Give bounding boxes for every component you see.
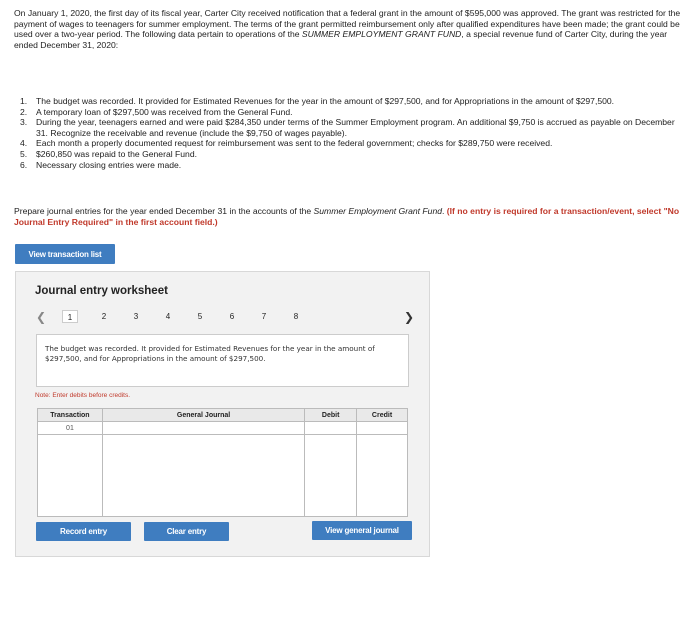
page-navigator	[34, 310, 414, 324]
page-2-tab[interactable]: 2	[101, 312, 107, 321]
list-item: 6. Necessary closing entries were made.	[20, 159, 182, 170]
list-item: 5. $260,850 was repaid to the General Fund.	[20, 148, 198, 159]
page-8-tab[interactable]: 8	[293, 312, 299, 321]
list-item: 2. A temporary loan of $297,500 was received from the General Fund.	[20, 106, 293, 117]
table-header-row	[38, 409, 408, 422]
table-row	[38, 422, 408, 435]
page-6-tab[interactable]: 6	[229, 312, 235, 321]
page-7-tab[interactable]: 7	[261, 312, 267, 321]
intro-text: On January 1, 2020, the first day of its fiscal year, Carter City received notification that a federal grant in the amount of $595,000 was approved. The grant was restricted for the payment of wages to teenagers for summer employment. The terms of the grant permitted reimbursement only after qualified expenditures have been made; the grant could be used over a two-year period. The following data pertain to operations of the	[14, 8, 681, 40]
credit-input[interactable]	[357, 435, 408, 517]
transaction-column-header: Transaction	[38, 409, 103, 422]
clear-entry-button[interactable]: Clear entry	[144, 522, 229, 541]
chevron-right-icon[interactable]: ❯	[404, 310, 415, 324]
problem-intro	[14, 8, 686, 50]
transaction-list	[14, 96, 686, 170]
instructions-red-note: (If no entry is required for a transaction/event, select "No Journal Entry Required" in the first account field.)	[14, 206, 680, 227]
list-item: 1. The budget was recorded. It provided for Estimated Revenues for the year in the amount of $297,500, and for Appropriations in the amount of $297,500.	[20, 96, 615, 106]
instructions: Prepare journal entries for the year ended December 31 in the accounts of the Summer Employment Grant Fund. (If no entry is required for a transaction/event, select "No Journal Entry Required" in the first account field.)	[14, 206, 680, 227]
transaction-description: The budget was recorded. It provided for Estimated Revenues for the year in the amount of $297,500, and for Appropriations in the amount of $297,500.	[36, 334, 409, 387]
intro-text-end: , a special revenue fund of Carter City, during the year ended December 31, 2020:	[14, 29, 668, 50]
page-1-tab[interactable]: 1	[62, 310, 78, 323]
credit-column-header: Credit	[357, 409, 408, 422]
page-5-tab[interactable]: 5	[197, 312, 203, 321]
table-row-blank	[38, 435, 408, 517]
general-journal-column-header: General Journal	[102, 409, 304, 422]
chevron-left-icon[interactable]: ❮	[36, 310, 47, 324]
journal-entry-table	[37, 408, 408, 517]
debit-credit-note: Note: Enter debits before credits.	[35, 392, 131, 399]
credit-input[interactable]	[357, 422, 408, 435]
list-item: 3. During the year, teenagers earned and were paid $284,350 under terms of the Summer Employment program. An additional $9,750 is accrued as payable on December 31. Recognize the receivable and revenue (include the $9,750 of wages payable).	[20, 117, 675, 138]
account-input[interactable]	[102, 422, 304, 435]
journal-entry-worksheet	[15, 271, 430, 557]
view-general-journal-button[interactable]: View general journal	[312, 521, 412, 540]
debit-input[interactable]	[305, 435, 357, 517]
worksheet-title: Journal entry worksheet	[35, 285, 168, 297]
account-input[interactable]	[102, 435, 304, 517]
debit-column-header: Debit	[305, 409, 357, 422]
record-entry-button[interactable]: Record entry	[36, 522, 131, 541]
view-transaction-list-button[interactable]: View transaction list	[15, 244, 115, 264]
debit-input[interactable]	[305, 422, 357, 435]
page-4-tab[interactable]: 4	[165, 312, 171, 321]
list-item: 4. Each month a properly documented request for reimbursement was sent to the federal government; checks for $289,750 were received.	[20, 138, 553, 149]
transaction-cell: 01	[38, 422, 103, 435]
fund-name: SUMMER EMPLOYMENT GRANT FUND	[301, 29, 462, 40]
page-3-tab[interactable]: 3	[133, 312, 139, 321]
